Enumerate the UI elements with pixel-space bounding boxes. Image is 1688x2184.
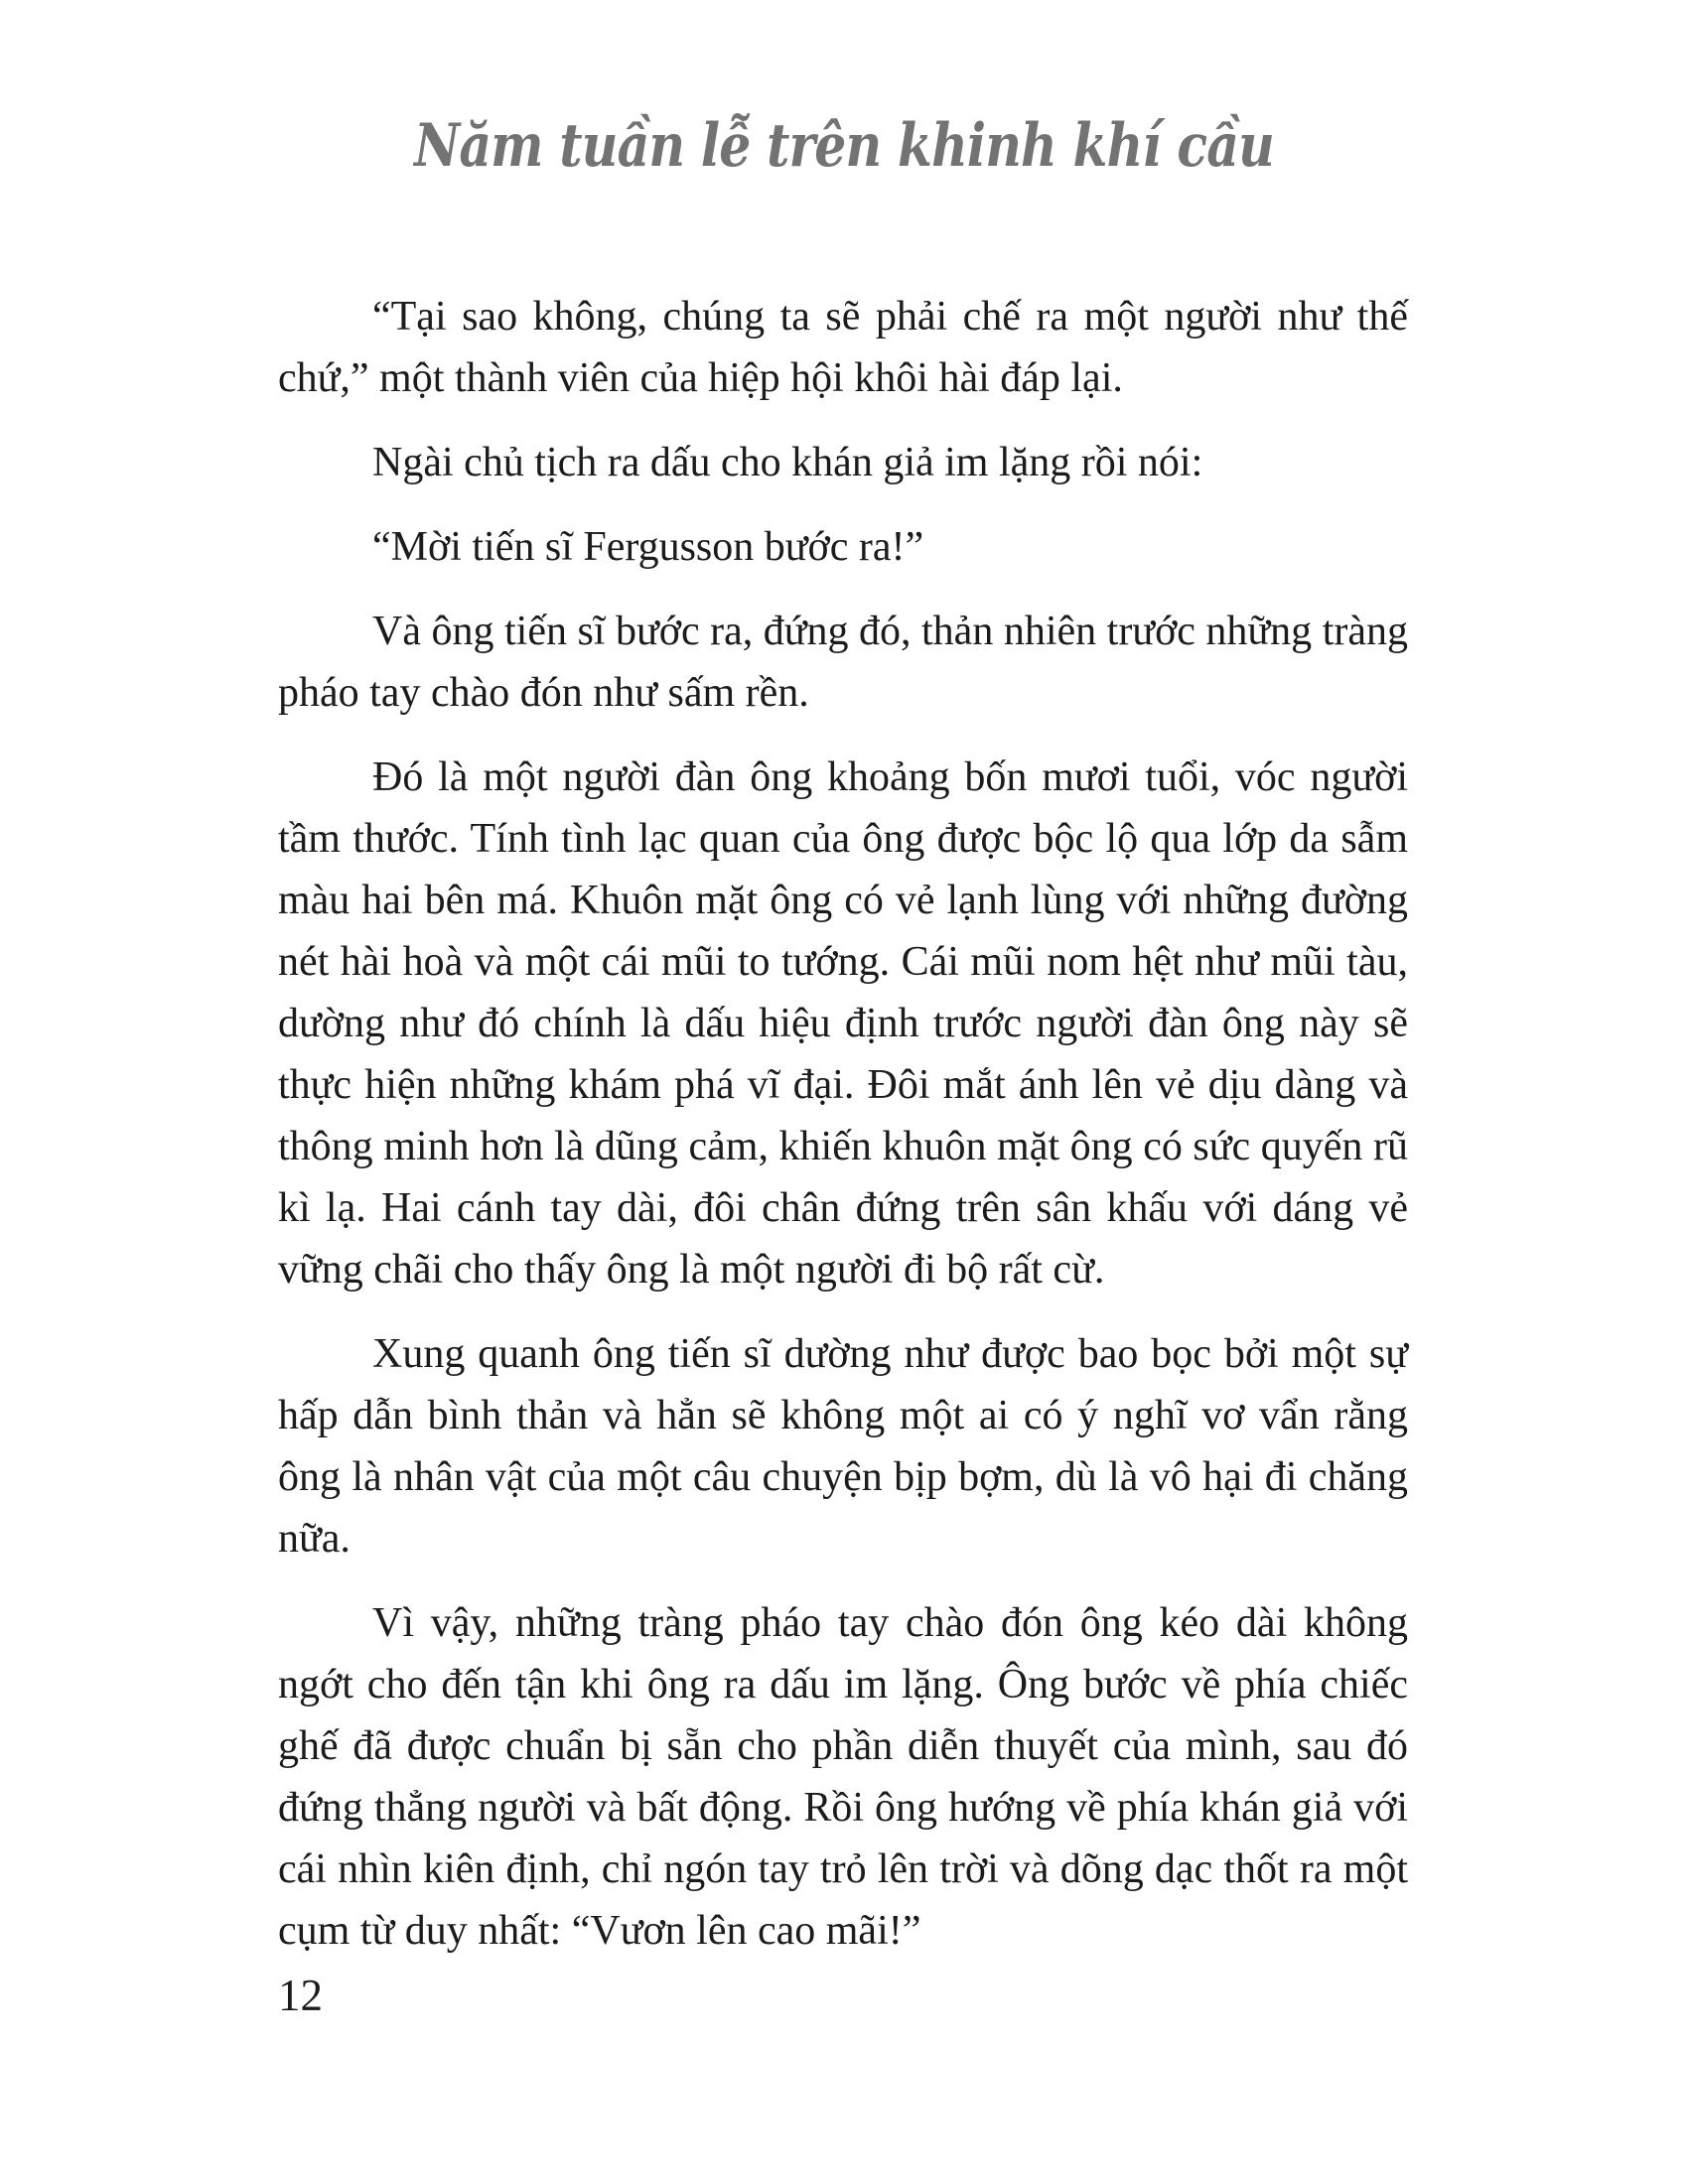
page-number: 12 — [278, 1971, 323, 2020]
body-text — [278, 286, 1408, 1984]
paragraph-2: Ngài chủ tịch ra dấu cho khán giả im lặng rồi nói: — [372, 440, 1203, 485]
paragraph-1: “Tại sao không, chúng ta sẽ phải chế ra một người như thế chứ,” một thành viên của hiệp hội khôi hài đáp lại. — [278, 294, 1408, 401]
paragraph-5: Đó là một người đàn ông khoảng bốn mươi tuổi, vóc người tầm thước. Tính tình lạc quan của ông được bộc lộ qua lớp da sẫm màu hai bên má. Khuôn mặt ông có vẻ lạnh lùng với những đường nét hài hoà và một cái mũi to tướng. Cái mũi nom hệt như mũi tàu, dường như đó chính là dấu hiệu định trước người đàn ông này sẽ thực hiện những khám phá vĩ đại. Đôi mắt ánh lên vẻ dịu dàng và thông minh hơn là dũng cảm, khiến khuôn mặt ông có sức quyến rũ kì lạ. Hai cánh tay dài, đôi chân đứng trên sân khấu với dáng vẻ vững chãi cho thấy ông là một người đi bộ rất cừ. — [278, 754, 1408, 1293]
running-head-title: Năm tuần lễ trên khinh khí cầu — [414, 111, 1274, 181]
paragraph-7: Vì vậy, những tràng pháo tay chào đón ông kéo dài không ngớt cho đến tận khi ông ra dấu im lặng. Ông bước về phía chiếc ghế đã được chuẩn bị sẵn cho phần diễn thuyết của mình, sau đó đứng thẳng người và bất động. Rồi ông hướng về phía khán giả với cái nhìn kiên định, chỉ ngón tay trỏ lên trời và dõng dạc thốt ra một cụm từ duy nhất: “Vươn lên cao mãi!” — [278, 1600, 1408, 1954]
paragraph-6: Xung quanh ông tiến sĩ dường như được bao bọc bởi một sự hấp dẫn bình thản và hẳn sẽ không một ai có ý nghĩ vơ vẩn rằng ông là nhân vật của một câu chuyện bịp bợm, dù là vô hại đi chăng nữa. — [278, 1331, 1408, 1562]
paragraph-4: Và ông tiến sĩ bước ra, đứng đó, thản nhiên trước những tràng pháo tay chào đón như sấm rền. — [278, 609, 1408, 716]
paragraph-3: “Mời tiến sĩ Fergusson bước ra!” — [372, 524, 924, 570]
